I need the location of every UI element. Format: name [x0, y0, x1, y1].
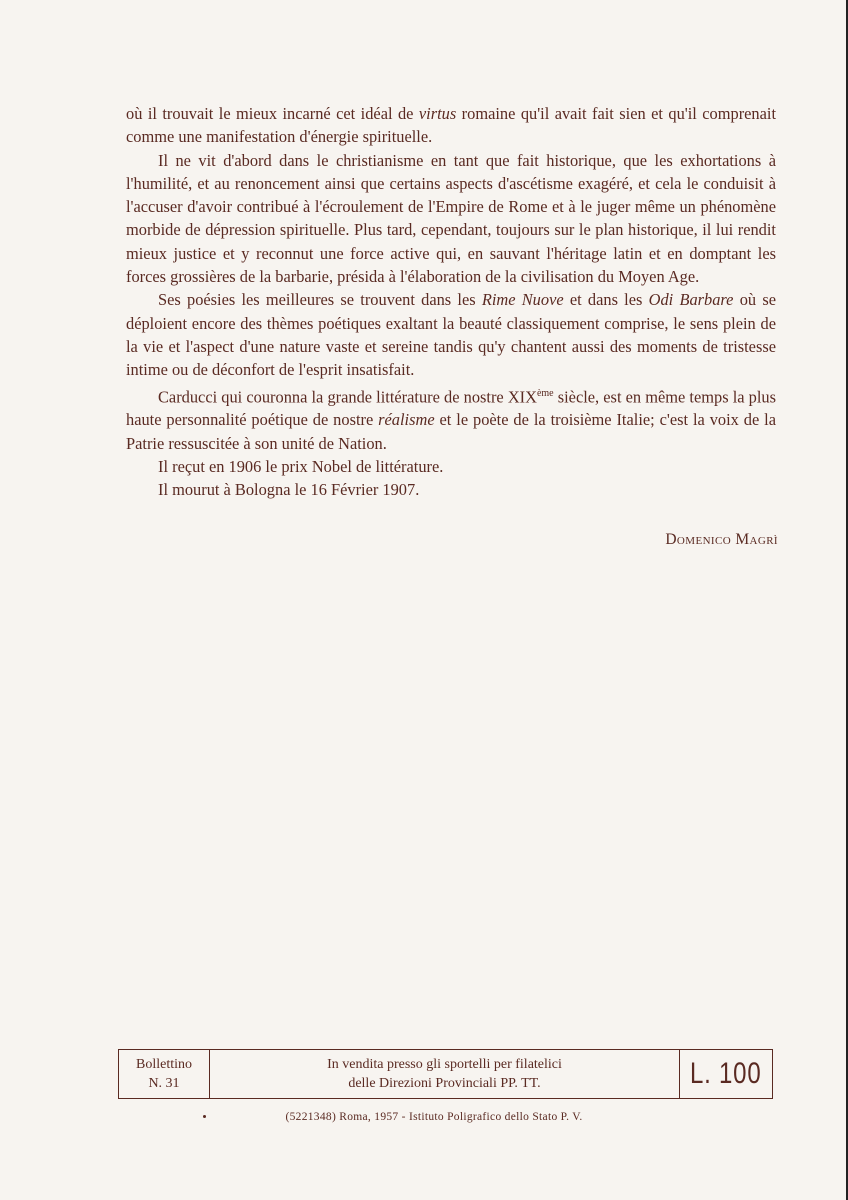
- bulletin-label: Bollettino: [136, 1057, 192, 1072]
- paragraph-6: Il mourut à Bologna le 16 Février 1907.: [158, 480, 420, 500]
- paragraph-2: Il ne vit d'abord dans le christianisme en tant que fait historique, que les exhortations à l'humilité, et au renoncement ainsi que certains aspects d'ascétisme exagéré, et cela le conduisit à l'accuser d'avoir contribué à l'écroulement de l'Empire de Rome et à le juger même un phénomène morbide de dépression spirituelle. Plus tard, cependant, toujours sur le plan historique, il lui rendit mieux justice et y reconnut une force active qui, en sauvant l'héritage latin et en domptant les forces grossières de la barbarie, présida à l'élaboration de la civilisation du Moyen Age.: [126, 150, 776, 287]
- article-body: [126, 102, 776, 502]
- bulletin-number: N. 31: [148, 1076, 180, 1091]
- paragraph-5: Il reçut en 1906 le prix Nobel de littérature.: [158, 456, 444, 476]
- sale-info-cell: [210, 1050, 679, 1098]
- sale-info-line-1: In vendita presso gli sportelli per filatelici: [327, 1057, 562, 1072]
- author-signature: Domenico Magrì: [665, 531, 778, 548]
- price-label: L. 100: [690, 1057, 762, 1090]
- price-cell: [679, 1050, 772, 1098]
- paragraph-1: où il trouvait le mieux incarné cet idéal de virtus romaine qu'il avait fait sien et qu'il comprenait comme une manifestation d'énergie spirituelle.: [126, 104, 776, 147]
- paragraph-4: Carducci qui couronna la grande littérature de nostre XIXème siècle, est en même temps la plus haute personnalité poétique de nostre réalisme et le poète de la troisième Italie; c'est la voix de la Patrie ressuscitée à son unité de Nation.: [126, 387, 776, 453]
- bulletin-number-cell: [119, 1050, 210, 1098]
- paragraph-3: Ses poésies les meilleures se trouvent dans les Rime Nuove et dans les Odi Barbare où se déploient encore des thèmes poétiques exaltant la beauté classiquement comprise, le sens plein de la vie et l'aspect d'une nature vaste et sereine tandis qu'y chantent aussi des moments de tristesse intime ou de déconfort de l'esprit insatisfait.: [126, 290, 776, 380]
- bulletin-footer-box: [118, 1049, 773, 1099]
- printer-imprint: (5221348) Roma, 1957 - Istituto Poligrafico dello Stato P. V.: [285, 1111, 583, 1123]
- sale-info-line-2: delle Direzioni Provinciali PP. TT.: [348, 1076, 541, 1091]
